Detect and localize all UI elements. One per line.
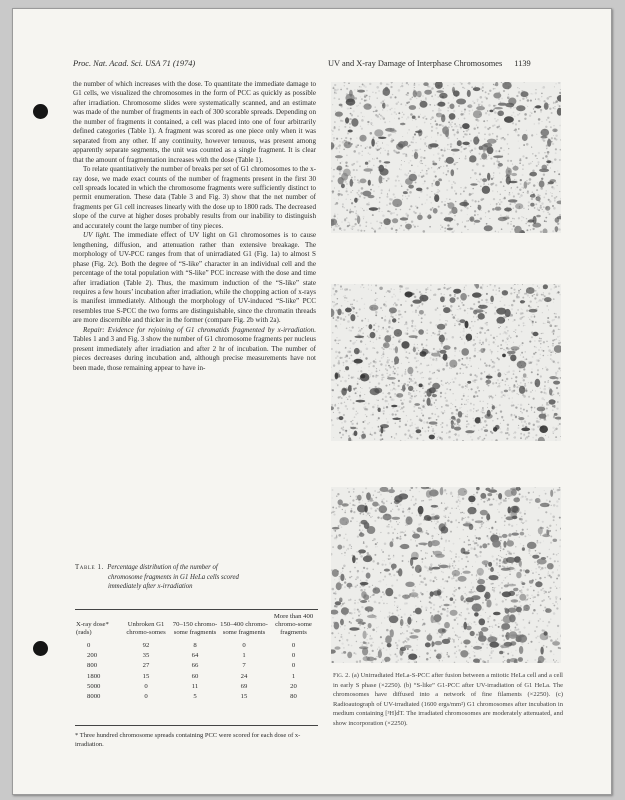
table-cell: 1 [291,672,296,680]
figure-2-caption [333,671,563,728]
paragraph-1: the number of which increases with the dose. To quantitate the immediate damage to G1 cells, we visualized the chromosomes in the form of PCC as quickly as possible after irradiation. Chromosome slides were systematically scanned, and an estimate was made of the number of fragments in each of 300 scorable spreads. Depending on the number of fragments it contained, a cell was placed into one of four arbitrarily defined categories (Table 1). A fragment was scored as one piece only when it was separated from any other. If any continuity, however tenuous, was present among apparently separate segments, the unit was counted as a single fragment. It is clear that the amount of fragmentation increases with the dose (Table 1). [73,80,316,164]
table-cell: 92 [142,641,150,649]
punch-hole-bottom [33,641,48,656]
table-row [75,692,318,702]
table-cell: 69 [240,682,248,690]
paragraph-4-text: Tables 1 and 3 and Fig. 3 show the number of G1 chromosome fragments per nucleus present immediately after irradiation and after 2 hr of incubation. The number of pieces decreases during incubation and, although precise measurements have not been made, those remaining appear to have in- [73,335,316,372]
table-row [75,672,318,682]
table-cell: 11 [191,682,199,690]
table-header-row [75,613,318,641]
table-cell: 24 [240,672,248,680]
table-cell: 0 [242,641,246,649]
paragraph-3 [73,231,316,326]
table-1-footnote: * Three hundred chromosome spreads containing PCC were scored for each dose of x-irradiation. [75,732,301,748]
micrograph-b-image [331,284,561,441]
running-title-text: UV and X-ray Damage of Interphase Chromosomes [328,59,503,68]
table-1-caption-3: immediately after x-irradiation [108,583,193,590]
page-number: 1139 [514,59,531,68]
table-cell: 1800 [87,672,101,680]
figure-2b-micrograph [331,284,561,441]
table-row [75,651,318,661]
table-cell: 0 [291,662,296,670]
figure-2-label: Fig. 2. [333,672,351,679]
table-1-body [75,641,318,703]
table-row [75,641,318,651]
figure-2c-micrograph [331,487,561,663]
table-cell: 0 [87,641,91,649]
table-cell: 0 [144,693,148,701]
table-1-title-line-1 [75,563,315,573]
table-cell: 7 [242,662,246,670]
figure-2-caption-text: (a) Unirradiated HeLa-S-PCC after fusion between a mitotic HeLa cell and a cell in early S phase (×2250). (b) “S-like” G1-PCC after UV-irradiation of G1 HeLa. The chromosomes have diffused into a network of fine filaments (×2250). (c) Radioautograph of UV-irradiated (1600 ergs/mm²) G1 chromosomes after incubation in medium containing [³H]dT. The irradiated chromosomes are moderately attenuated, and show incorporation (×2250). [333,672,563,727]
table-row [75,682,318,692]
paragraph-2: To relate quantitatively the number of breaks per set of G1 chromosomes to the x-ray dose, we made exact counts of the number of fragments present in the first 30 cell spreads located in which the chromosome fragments were sufficiently distinct to permit enumeration. These data (Table 3 and Fig. 3) show that the net number of fragments per G1 cell increases linearly with the dose up to 1800 rads. The decreased slope of the curve at higher doses probably results from our inability to distinguish and accurately count the large number of tiny pieces. [73,165,316,230]
table-cell: 1 [242,651,246,659]
punch-hole-top [33,104,48,119]
table-cell: 0 [291,651,296,659]
journal-page [12,8,612,795]
table-cell: 66 [191,662,199,670]
table-cell: 60 [191,672,199,680]
table-1-caption-1: Percentage distribution of the number of [107,564,218,571]
table-cell: 27 [142,662,150,670]
table-top-rule [75,609,318,610]
table-1-title [75,563,315,592]
column-header-unbroken: Unbroken G1 chromo-somes [126,621,166,637]
figure-2a-micrograph [331,82,561,233]
table-cell: 800 [87,662,98,670]
paragraph-3-text: The immediate effect of UV light on G1 chromosomes is to cause lengthening, diffusion, and attenuation rather than extensive breakage. The morphology of UV-PCC ranges from that of unirradiated G1 (Fig. 1a) to almost S phase (Fig. 2c). Both the degree of “S-like” character in an individual cell and the percentage of the total population with “S-like” PCC increase with the dose and time after irradiation (Table 2). Thus, the maximum induction of the “S-like” state requires a few hours’ incubation after irradiation, while the chopping action of x-rays is manifest immediately. Although the morphology of UV-induced “S-like” PCC resembles true S-PCC the two forms are distinguishable, since the chromatin threads are more discernible and thicker in the former (compare Fig. 2b with 2a). [73,231,316,325]
repair-heading: Repair: Evidence for rejoining of G1 chromatids fragmented by x-irradiation. [83,325,316,334]
table-cell: 200 [87,651,98,659]
table-cell: 20 [290,682,297,690]
table-cell: 64 [191,651,199,659]
column-header-dose: X-ray dose* (rads) [76,621,109,637]
column-header-150-400: 150–400 chromo-some fragments [220,621,268,637]
table-cell: 0 [291,641,296,649]
table-cell: 8 [193,641,197,649]
micrograph-c-image [331,487,561,663]
table-1-label: Table 1. [75,564,104,571]
table-bottom-rule [75,725,318,726]
paragraph-4 [73,326,316,373]
table-cell: 5000 [87,682,101,690]
journal-citation: Proc. Nat. Acad. Sci. USA 71 (1974) [73,59,196,68]
running-title [328,59,531,68]
table-cell: 80 [290,693,297,701]
table-cell: 15 [142,672,150,680]
body-text-left-column [73,80,316,556]
table-row [75,661,318,671]
table-1-caption-2: chromosome fragments in G1 HeLa cells scored [108,573,239,581]
micrograph-a-image [331,82,561,233]
table-cell: 8000 [87,693,101,701]
uv-light-heading: UV light. [83,231,111,240]
table-1 [75,613,318,702]
column-header-400-plus: More than 400 chromo-some fragments [273,613,314,637]
table-cell: 0 [144,682,148,690]
table-cell: 5 [193,693,197,701]
table-cell: 35 [142,651,150,659]
table-cell: 15 [240,693,248,701]
column-header-70-150: 70–150 chromo-some fragments [172,621,218,637]
